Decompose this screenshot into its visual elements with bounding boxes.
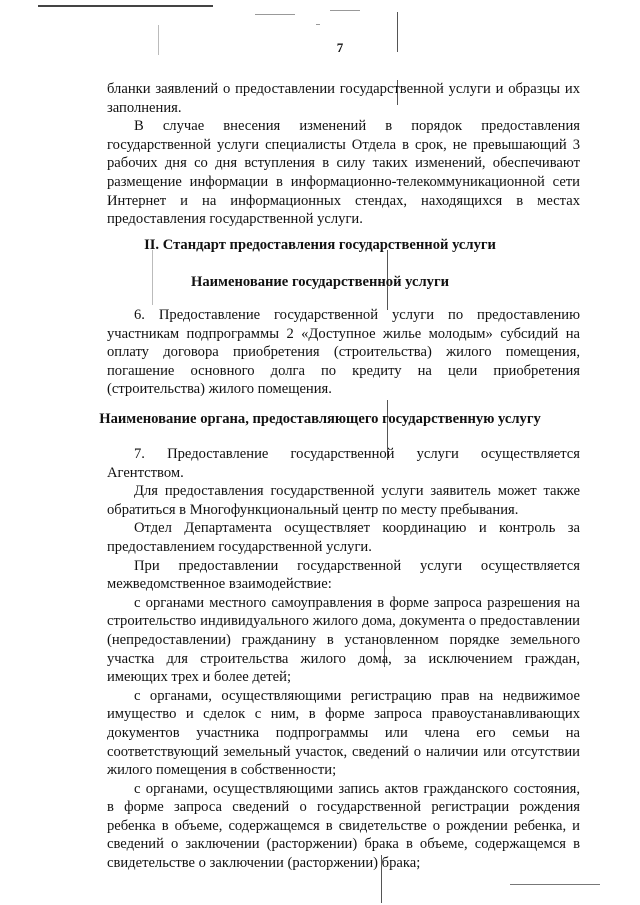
intro-paragraphs (107, 80, 580, 229)
subheading: Наименование органа, предоставляющего государственную услугу (99, 411, 541, 427)
paragraph: Отдел Департамента осуществляет координацию и контроль за предоставлением государственной услуги. (107, 520, 580, 555)
scan-speck (330, 10, 360, 11)
paragraph: с органами, осуществляющими регистрацию прав на недвижимое имущество и сделок с ним, в форме запроса правоустанавливающих документов участника подпрограммы или члена его семьи на соответствующий земельный участок, сведений о наличии или отсутствии жилого помещения в собственности; (107, 687, 580, 779)
paragraph: 7. Предоставление государственной услуги осуществляется Агентством. (107, 446, 580, 481)
subheading: Наименование государственной услуги (191, 274, 449, 290)
paragraph-6-block (107, 306, 580, 399)
paragraph: бланки заявлений о предоставлении государственной услуги и образцы их заполнения. (107, 81, 580, 116)
scan-fold-line (158, 25, 159, 55)
paragraph: с органами, осуществляющими запись актов гражданского состояния, в форме запроса сведений о государственной регистрации рождения ребенка в объеме, содержащемся в свидетельстве о рождении ребенка, и сведений о заключении (расторжении) брака в объеме, содержащемся в свидетельстве о заключении (расторжении) брака; (107, 780, 580, 872)
scan-fold-line (397, 12, 398, 52)
scan-artifact-bottom-line (510, 884, 600, 885)
section-title: II. Стандарт предоставления государственной услуги (144, 237, 496, 253)
scan-speck (316, 24, 320, 25)
paragraph: При предоставлении государственной услуги осуществляется межведомственное взаимодействие: (107, 557, 580, 593)
paragraph-7-block (107, 445, 580, 873)
paragraph: Для предоставления государственной услуги заявитель может также обратиться в Многофункциональный центр по месту пребывания. (107, 483, 580, 518)
scan-artifact-top-line (38, 5, 213, 7)
paragraph: 6. Предоставление государственной услуги по предоставлению участникам подпрограммы 2 «Доступное жилье молодым» субсидий на оплату договора приобретения (строительства) жилого помещения, погашение основного долга по кредиту на цели приобретения (строительства) жилого помещения. (107, 307, 580, 398)
paragraph: В случае внесения изменений в порядок предоставления государственной услуги специалисты Отдела в срок, не превышающий 3 рабочих дня со дня вступления в силу таких изменений, обеспечивают размещение информации в информационно-телекоммуникационной сети Интернет и на информационных стендах, находящихся в местах предоставления государственной услуги. (107, 118, 580, 228)
scan-speck (255, 14, 295, 15)
page-number: 7 (336, 40, 344, 55)
paragraph: с органами местного самоуправления в форме запроса разрешения на строительство индивидуального жилого дома, документа о предоставлении (непредоставлении) гражданину в установленном порядке земельного участка для строительства жилого дома, за исключением граждан, имеющих трех и более детей; (107, 594, 580, 686)
